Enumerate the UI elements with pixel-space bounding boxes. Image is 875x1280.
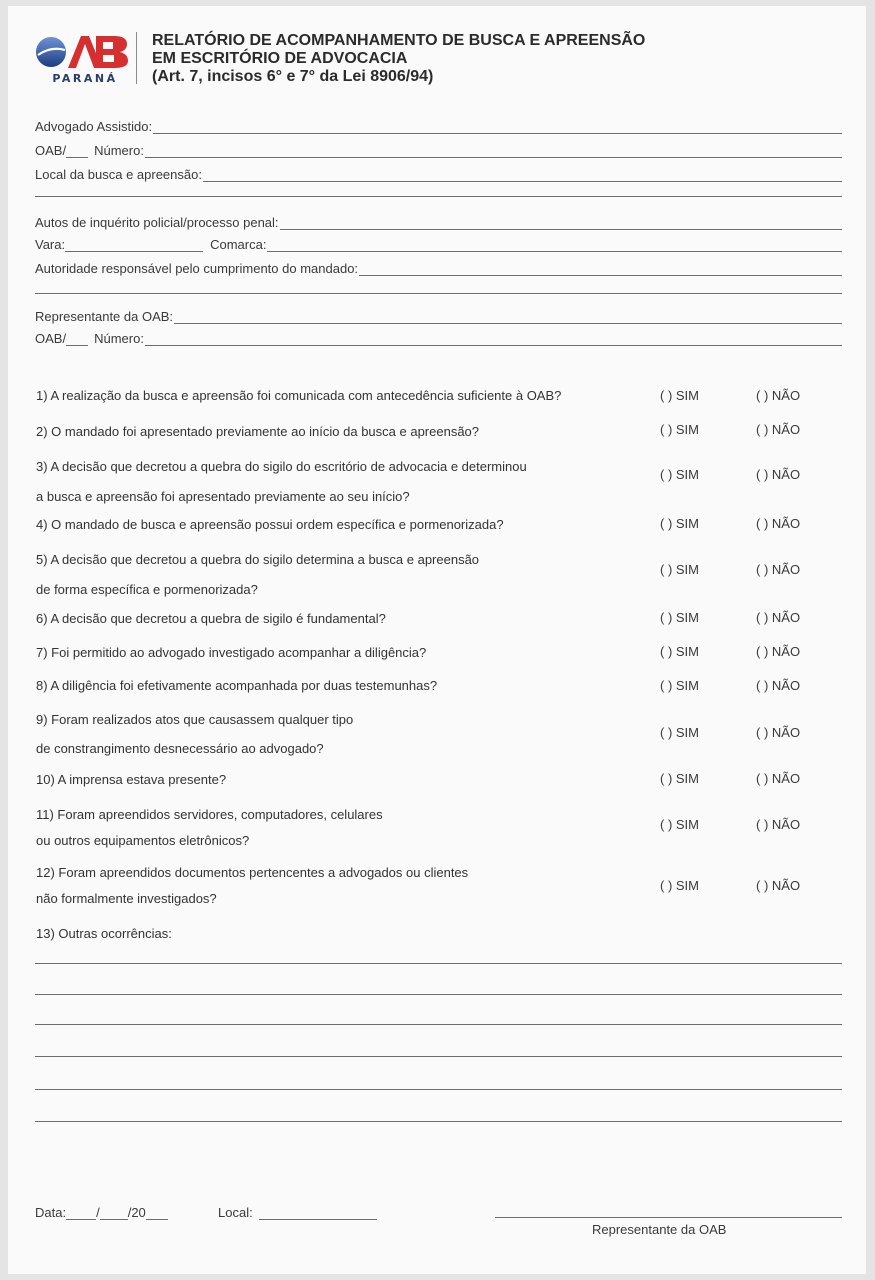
autoridade-extra-line[interactable] [35, 293, 842, 294]
question-5 [36, 548, 479, 601]
data-label: Data: [35, 1205, 67, 1220]
autoridade-label: Autoridade responsável pelo cumprimento do mandado: [35, 261, 359, 276]
question-4-line-1: 4) O mandado de busca e apreensão possui ordem específica e pormenorizada? [36, 517, 504, 532]
question-13 [36, 922, 172, 945]
question-5-line-1: 5) A decisão que decretou a quebra do sigilo determina a busca e apreensão [36, 552, 480, 567]
question-9-nao[interactable]: ( ) NÃO [756, 725, 801, 740]
question-2-line-1: 2) O mandado foi apresentado previamente ao início da busca e apreensão? [36, 424, 480, 439]
year-blank[interactable] [146, 1207, 168, 1220]
date-slash: / [96, 1205, 100, 1220]
day-blank[interactable] [66, 1207, 96, 1220]
local-busca-field[interactable] [35, 166, 842, 182]
advogado-assistido-field[interactable] [35, 118, 842, 134]
header-divider [136, 32, 137, 84]
ocorrencias-line-3[interactable] [35, 1024, 842, 1025]
question-8-nao[interactable]: ( ) NÃO [756, 678, 801, 693]
vara-comarca-field[interactable] [35, 236, 842, 252]
question-3 [36, 455, 527, 508]
oab-prefix-label-2: OAB/ [35, 331, 67, 346]
local-footer-blank[interactable] [259, 1207, 377, 1220]
question-13-label: 13) Outras ocorrências: [36, 926, 172, 941]
numero-label-2: Número: [94, 331, 144, 346]
signature-line[interactable] [495, 1217, 842, 1218]
question-4-nao[interactable]: ( ) NÃO [756, 516, 801, 531]
question-11-line-2: ou outros equipamentos eletrônicos? [36, 833, 250, 848]
oab-logo [34, 32, 130, 88]
question-8 [36, 674, 437, 697]
question-2 [36, 420, 479, 443]
question-3-nao[interactable]: ( ) NÃO [756, 467, 801, 482]
question-1-line-1: 1) A realização da busca e apreensão foi comunicada com antecedência suficiente à OAB? [36, 388, 562, 403]
autos-line[interactable] [280, 217, 842, 230]
vara-blank[interactable] [65, 239, 203, 252]
oab-logo-mark [34, 32, 130, 72]
comarca-line[interactable] [267, 239, 842, 252]
question-8-line-1: 8) A diligência foi efetivamente acompanhada por duas testemunhas? [36, 678, 438, 693]
advogado-assistido-line[interactable] [153, 121, 842, 134]
oab-seccional-blank-2[interactable] [66, 333, 88, 346]
ocorrencias-line-4[interactable] [35, 1056, 842, 1057]
question-9-sim[interactable]: ( ) SIM [660, 725, 699, 740]
question-4 [36, 513, 504, 536]
year-prefix: /20 [127, 1205, 146, 1220]
document-title [152, 32, 645, 86]
oab-numero-field[interactable] [35, 142, 842, 158]
local-footer-label: Local: [218, 1205, 253, 1220]
question-6-line-1: 6) A decisão que decretou a quebra de sigilo é fundamental? [36, 611, 386, 626]
oab-seccional-blank[interactable] [66, 145, 88, 158]
oab-numero-representante-line[interactable] [145, 333, 842, 346]
representante-label: Representante da OAB: [35, 309, 174, 324]
question-6 [36, 607, 386, 630]
data-field[interactable] [35, 1204, 168, 1220]
local-busca-line[interactable] [203, 169, 842, 182]
oab-numero-line[interactable] [145, 145, 842, 158]
question-5-sim[interactable]: ( ) SIM [660, 562, 699, 577]
question-7-line-1: 7) Foi permitido ao advogado investigado acompanhar a diligência? [36, 645, 427, 660]
logo-subtitle: PARANÁ [52, 72, 118, 85]
question-11-line-1: 11) Foram apreendidos servidores, computadores, celulares [36, 807, 383, 822]
oab-numero-representante-field[interactable] [35, 330, 842, 346]
form-sheet [8, 6, 866, 1274]
question-11 [36, 803, 383, 852]
numero-label: Número: [94, 143, 144, 158]
question-9-line-1: 9) Foram realizados atos que causassem qualquer tipo [36, 712, 354, 727]
question-10-nao[interactable]: ( ) NÃO [756, 771, 801, 786]
question-8-sim[interactable]: ( ) SIM [660, 678, 699, 693]
autos-label: Autos de inquérito policial/processo penal: [35, 215, 279, 230]
question-12 [36, 861, 468, 910]
question-1-nao[interactable]: ( ) NÃO [756, 388, 801, 403]
question-10-sim[interactable]: ( ) SIM [660, 771, 699, 786]
comarca-label: Comarca: [210, 237, 267, 252]
question-6-nao[interactable]: ( ) NÃO [756, 610, 801, 625]
representante-line[interactable] [174, 311, 842, 324]
question-10 [36, 768, 226, 791]
question-1 [36, 384, 561, 407]
ocorrencias-line-5[interactable] [35, 1089, 842, 1090]
title-line-2: EM ESCRITÓRIO DE ADVOCACIA [152, 50, 408, 67]
question-2-nao[interactable]: ( ) NÃO [756, 422, 801, 437]
title-line-3: (Art. 7, incisos 6° e 7° da Lei 8906/94) [152, 68, 434, 85]
question-2-sim[interactable]: ( ) SIM [660, 422, 699, 437]
local-busca-label: Local da busca e apreensão: [35, 167, 202, 182]
question-12-line-2: não formalmente investigados? [36, 891, 217, 906]
vara-label: Vara: [35, 237, 66, 252]
question-3-sim[interactable]: ( ) SIM [660, 467, 699, 482]
question-9-line-2: de constrangimento desnecessário ao advogado? [36, 741, 324, 756]
question-3-line-2: a busca e apreensão foi apresentado previamente ao seu início? [36, 489, 410, 504]
question-5-nao[interactable]: ( ) NÃO [756, 562, 801, 577]
autoridade-line[interactable] [359, 263, 842, 276]
advogado-assistido-label: Advogado Assistido: [35, 119, 153, 134]
title-line-1: RELATÓRIO DE ACOMPANHAMENTO DE BUSCA E APREENSÃO [152, 32, 646, 49]
question-12-nao[interactable]: ( ) NÃO [756, 878, 801, 893]
question-12-sim[interactable]: ( ) SIM [660, 878, 699, 893]
question-4-sim[interactable]: ( ) SIM [660, 516, 699, 531]
autoridade-field[interactable] [35, 260, 842, 276]
signature-caption: Representante da OAB [592, 1222, 727, 1237]
autos-field[interactable] [35, 214, 842, 230]
local-busca-extra-line[interactable] [35, 196, 842, 197]
oab-prefix-label: OAB/ [35, 143, 67, 158]
question-10-line-1: 10) A imprensa estava presente? [36, 772, 227, 787]
question-9 [36, 708, 353, 760]
ocorrencias-line-6[interactable] [35, 1121, 842, 1122]
question-3-line-1: 3) A decisão que decretou a quebra do sigilo do escritório de advocacia e determinou [36, 459, 527, 474]
ocorrencias-line-1[interactable] [35, 963, 842, 964]
question-7-sim[interactable]: ( ) SIM [660, 644, 699, 659]
question-11-nao[interactable]: ( ) NÃO [756, 817, 801, 832]
representante-field[interactable] [35, 308, 842, 324]
ocorrencias-line-2[interactable] [35, 994, 842, 995]
question-1-sim[interactable]: ( ) SIM [660, 388, 699, 403]
question-11-sim[interactable]: ( ) SIM [660, 817, 699, 832]
question-6-sim[interactable]: ( ) SIM [660, 610, 699, 625]
question-12-line-1: 12) Foram apreendidos documentos pertencentes a advogados ou clientes [36, 865, 469, 880]
question-7-nao[interactable]: ( ) NÃO [756, 644, 801, 659]
month-blank[interactable] [100, 1207, 128, 1220]
question-7 [36, 641, 426, 664]
question-5-line-2: de forma específica e pormenorizada? [36, 582, 258, 597]
local-field[interactable] [218, 1204, 377, 1220]
